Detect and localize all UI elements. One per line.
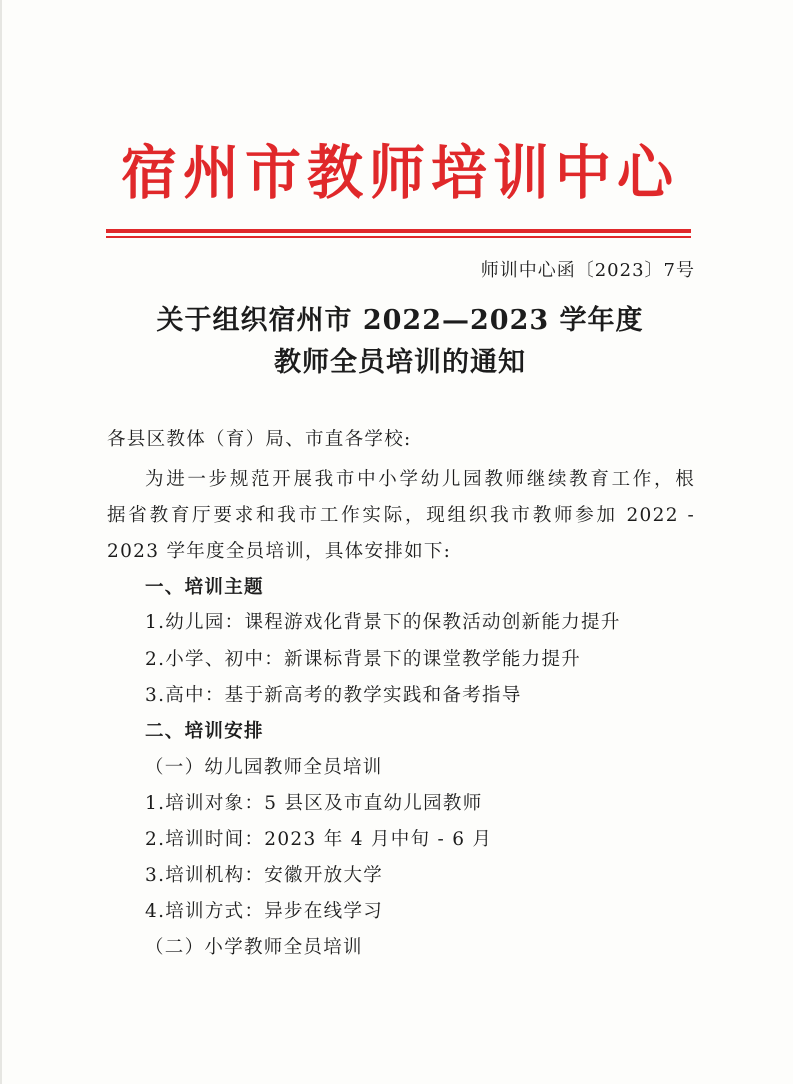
letterhead-red-rule-thin	[106, 236, 691, 238]
section-2-sub-1-item-2: 2.培训时间：2023 年 4 月中旬 - 6 月	[145, 829, 493, 850]
section-1-item-1: 1.幼儿园：课程游戏化背景下的保教活动创新能力提升	[145, 612, 621, 633]
section-2-sub-1-item-1: 1.培训对象：5 县区及市直幼儿园教师	[145, 793, 483, 814]
document-title-line-2: 教师全员培训的通知	[274, 347, 526, 378]
section-2-heading: 二、培训安排	[145, 721, 264, 742]
section-1-item-2: 2.小学、初中：新课标背景下的课堂教学能力提升	[145, 649, 582, 670]
letterhead-red-rule-thick	[106, 229, 691, 233]
salutation: 各县区教体（育）局、市直各学校:	[107, 429, 412, 450]
section-2-sub-1-item-3: 3.培训机构：安徽开放大学	[145, 865, 384, 886]
intro-line-2: 据省教育厅要求和我市工作实际，现组织我市教师参加 2022 -	[107, 505, 695, 526]
section-2-sub-1-item-4: 4.培训方式：异步在线学习	[145, 901, 384, 922]
document-number: 师训中心函〔2023〕7号	[480, 260, 695, 281]
intro-line-1: 为进一步规范开展我市中小学幼儿园教师继续教育工作，根	[145, 469, 695, 490]
document-title-line-1: 关于组织宿州市 2022—2023 学年度	[156, 305, 644, 336]
section-1-item-3: 3.高中：基于新高考的教学实践和备考指导	[145, 685, 522, 706]
section-2-sub-1-heading: （一）幼儿园教师全员培训	[145, 757, 383, 778]
section-2-sub-2-heading: （二）小学教师全员培训	[145, 937, 363, 958]
intro-line-3: 2023 学年度全员培训，具体安排如下:	[107, 541, 452, 562]
letterhead-org-name: 宿州市教师培训中心	[121, 138, 679, 208]
section-1-heading: 一、培训主题	[145, 577, 264, 598]
